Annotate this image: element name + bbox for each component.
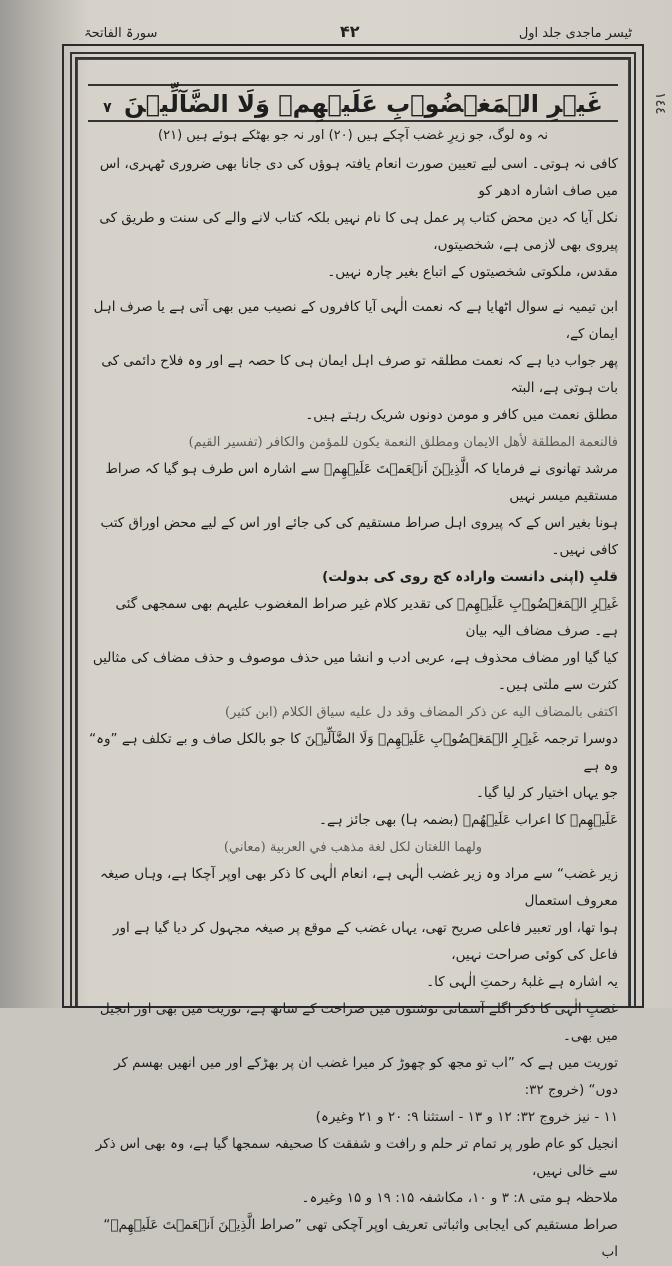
verse-translation: نہ وہ لوگ، جو زیرِ غضب آچکے ہیں (۲۰) اور نہ جو بھٹکے ہوئے ہیں (۲۱)	[158, 128, 548, 143]
arabic-quote: فالنعمة المطلقة لأهل الايمان ومطلق النعمة يكون للمؤمن والكافر (تفسير القيم)	[188, 435, 618, 450]
verse-number: ۷	[103, 100, 112, 116]
commentary-line: توریت میں ہے کہ ”اب تو مجھ کو چھوڑ کر میرا غضب ان پر بھڑکے اور میں انھیں بھسم کر دوں“ (خروج ۳۲:	[113, 1055, 618, 1098]
commentary-line: ہوا تھا، اور تعبیر فاعلی صریح تھی، یہاں غضب کے موقع پر صیغہ مجہول کر دیا گیا ہے اور فاعل کی کوئی صراحت نہیں،	[113, 920, 618, 963]
arabic-quote: اكتفى بالمضاف اليه عن ذكر المضاف وقد دل عليه سياق الكلام (ابن كثير)	[225, 705, 618, 720]
commentary-line: انجیل کو عام طور پر تمام تر حلم و رافت و شفقت کا صحیفہ سمجھا گیا ہے، وہ بھی اس ذکر سے خالی نہیں،	[95, 1136, 618, 1179]
commentary-line: ملاحظہ ہو متی ۸: ۳ و ۱۰، مکاشفہ ۱۵: ۱۹ و ۱۵ وغیرہ۔	[301, 1190, 618, 1206]
verse-heading	[88, 84, 618, 122]
section-heading: قلبِ (اپنی دانست وارادہ کج روی کی بدولت)	[322, 569, 618, 585]
commentary-line: صراط مستقیم کی ایجابی واثباتی تعریف اوپر آچکی تھی ”صراط الَّذِيۡنَ اَنۡعَمۡتَ عَلَيۡهِمۡ“ اب	[103, 1217, 618, 1260]
commentary-line: یہ اشارہ ہے غلبۂ رحمتِ الٰہی کا۔	[426, 974, 618, 990]
commentary-line: غضبِ الٰہی کا ذکر اگلے آسمانی نوشتوں میں صراحت کے ساتھ ہے، توریت میں بھی اور انجیل میں بھی۔	[99, 1001, 618, 1044]
header-book-title: ٹیسر ماجدی جلد اول	[518, 26, 632, 41]
commentary-line: غَيۡرِ الۡمَغۡضُوۡبِ عَلَيۡهِمۡ کی تقدیر کلام غیر صراط المغضوب علیہم بھی سمجھی گئی ہے۔ صرف مضاف الیہ بیان	[115, 596, 618, 639]
commentary-line: ۱۱ - نیز خروج ۳۲: ۱۲ و ۱۳ - استثنا ۹: ۲۰ و ۲۱ وغیرہ)	[315, 1109, 618, 1125]
verse-text: غَيۡرِ الۡمَغۡضُوۡبِ عَلَيۡهِمۡ وَلَا الضَّآلِّيۡنَ	[124, 90, 603, 118]
commentary-line: مقدس، ملکوتی شخصیتوں کے اتباع بغیر چارہ نہیں۔	[327, 264, 618, 280]
commentary-line: پھر جواب دیا ہے کہ نعمت مطلقہ تو صرف اہل ایمان ہی کا حصہ ہے اور وہ فلاح دائمی کی بات ہوتی ہے، البتہ	[101, 353, 618, 396]
commentary-line: ہونا بغیر اس کے کہ پیروی اہل صراط مستقیم کی کی جائے اور اس کے لیے محض اوراق کتب کافی نہیں۔	[100, 515, 618, 558]
page-number: ۴۲	[340, 22, 360, 41]
header-surah-name: سورۃ الفاتحۃ	[84, 26, 158, 41]
page-content	[88, 80, 618, 1260]
commentary-line: نکل آیا کہ دین محض کتاب پر عمل ہی کا نام نہیں بلکہ کتاب لانے والے کی سنت و طریق کی پیروی بھی لازمی ہے، شخصیتوں،	[99, 210, 618, 253]
commentary-line: کیا گیا اور مضاف محذوف ہے، عربی ادب و انشا میں حذف موصوف و حذف مضاف کی مثالیں کثرت سے ملتی ہیں۔	[92, 650, 618, 693]
edge-number: ١٤٤	[652, 92, 668, 115]
commentary-line: دوسرا ترجمہ غَيۡرِ الۡمَغۡضُوۡبِ عَلَيۡهِمۡ وَلَا الضَّآلِّيۡنَ کا جو بالکل صاف و بے تکلف ہے ”وہ“ وہ ہے	[89, 731, 618, 774]
commentary-line: مرشد تھانوی نے فرمایا کہ الَّذِيۡنَ اَنۡعَمۡتَ عَلَيۡهِمۡ سے اشارہ اس طرف ہو گیا کہ صراط مستقیم میسر نہیں	[105, 461, 618, 504]
commentary-line: عَلَيۡهِمۡ کا اعراب عَلَيۡهُمۡ (بضمہ ہا) بھی جائز ہے۔	[319, 812, 618, 828]
commentary-line: زیر غضب“ سے مراد وہ زیر غضب الٰہی ہے، انعام الٰہی کا ذکر بھی اوپر آچکا ہے، وہاں صیغہ معروف استعمال	[100, 866, 618, 909]
commentary-line: کافی نہ ہوتی۔ اسی لیے تعیین صورت انعام یافتہ ہوؤں کی دی جانا بھی ضروری ٹھہری، اس میں صاف اشارہ ادھر کو	[99, 156, 618, 199]
commentary-line: مطلق نعمت میں کافر و مومن دونوں شریک رہتے ہیں۔	[305, 407, 618, 423]
commentary-line: ابن تیمیہ نے سوال اٹھایا ہے کہ نعمت الٰہی آیا کافروں کے نصیب میں بھی آتی ہے یا صرف اہل ایمان کے،	[93, 299, 618, 342]
arabic-quote: ولهما اللغتان لكل لغة مذهب في العربية (معاني)	[223, 840, 483, 855]
commentary-line: جو یہاں اختیار کر لیا گیا۔	[475, 785, 618, 801]
